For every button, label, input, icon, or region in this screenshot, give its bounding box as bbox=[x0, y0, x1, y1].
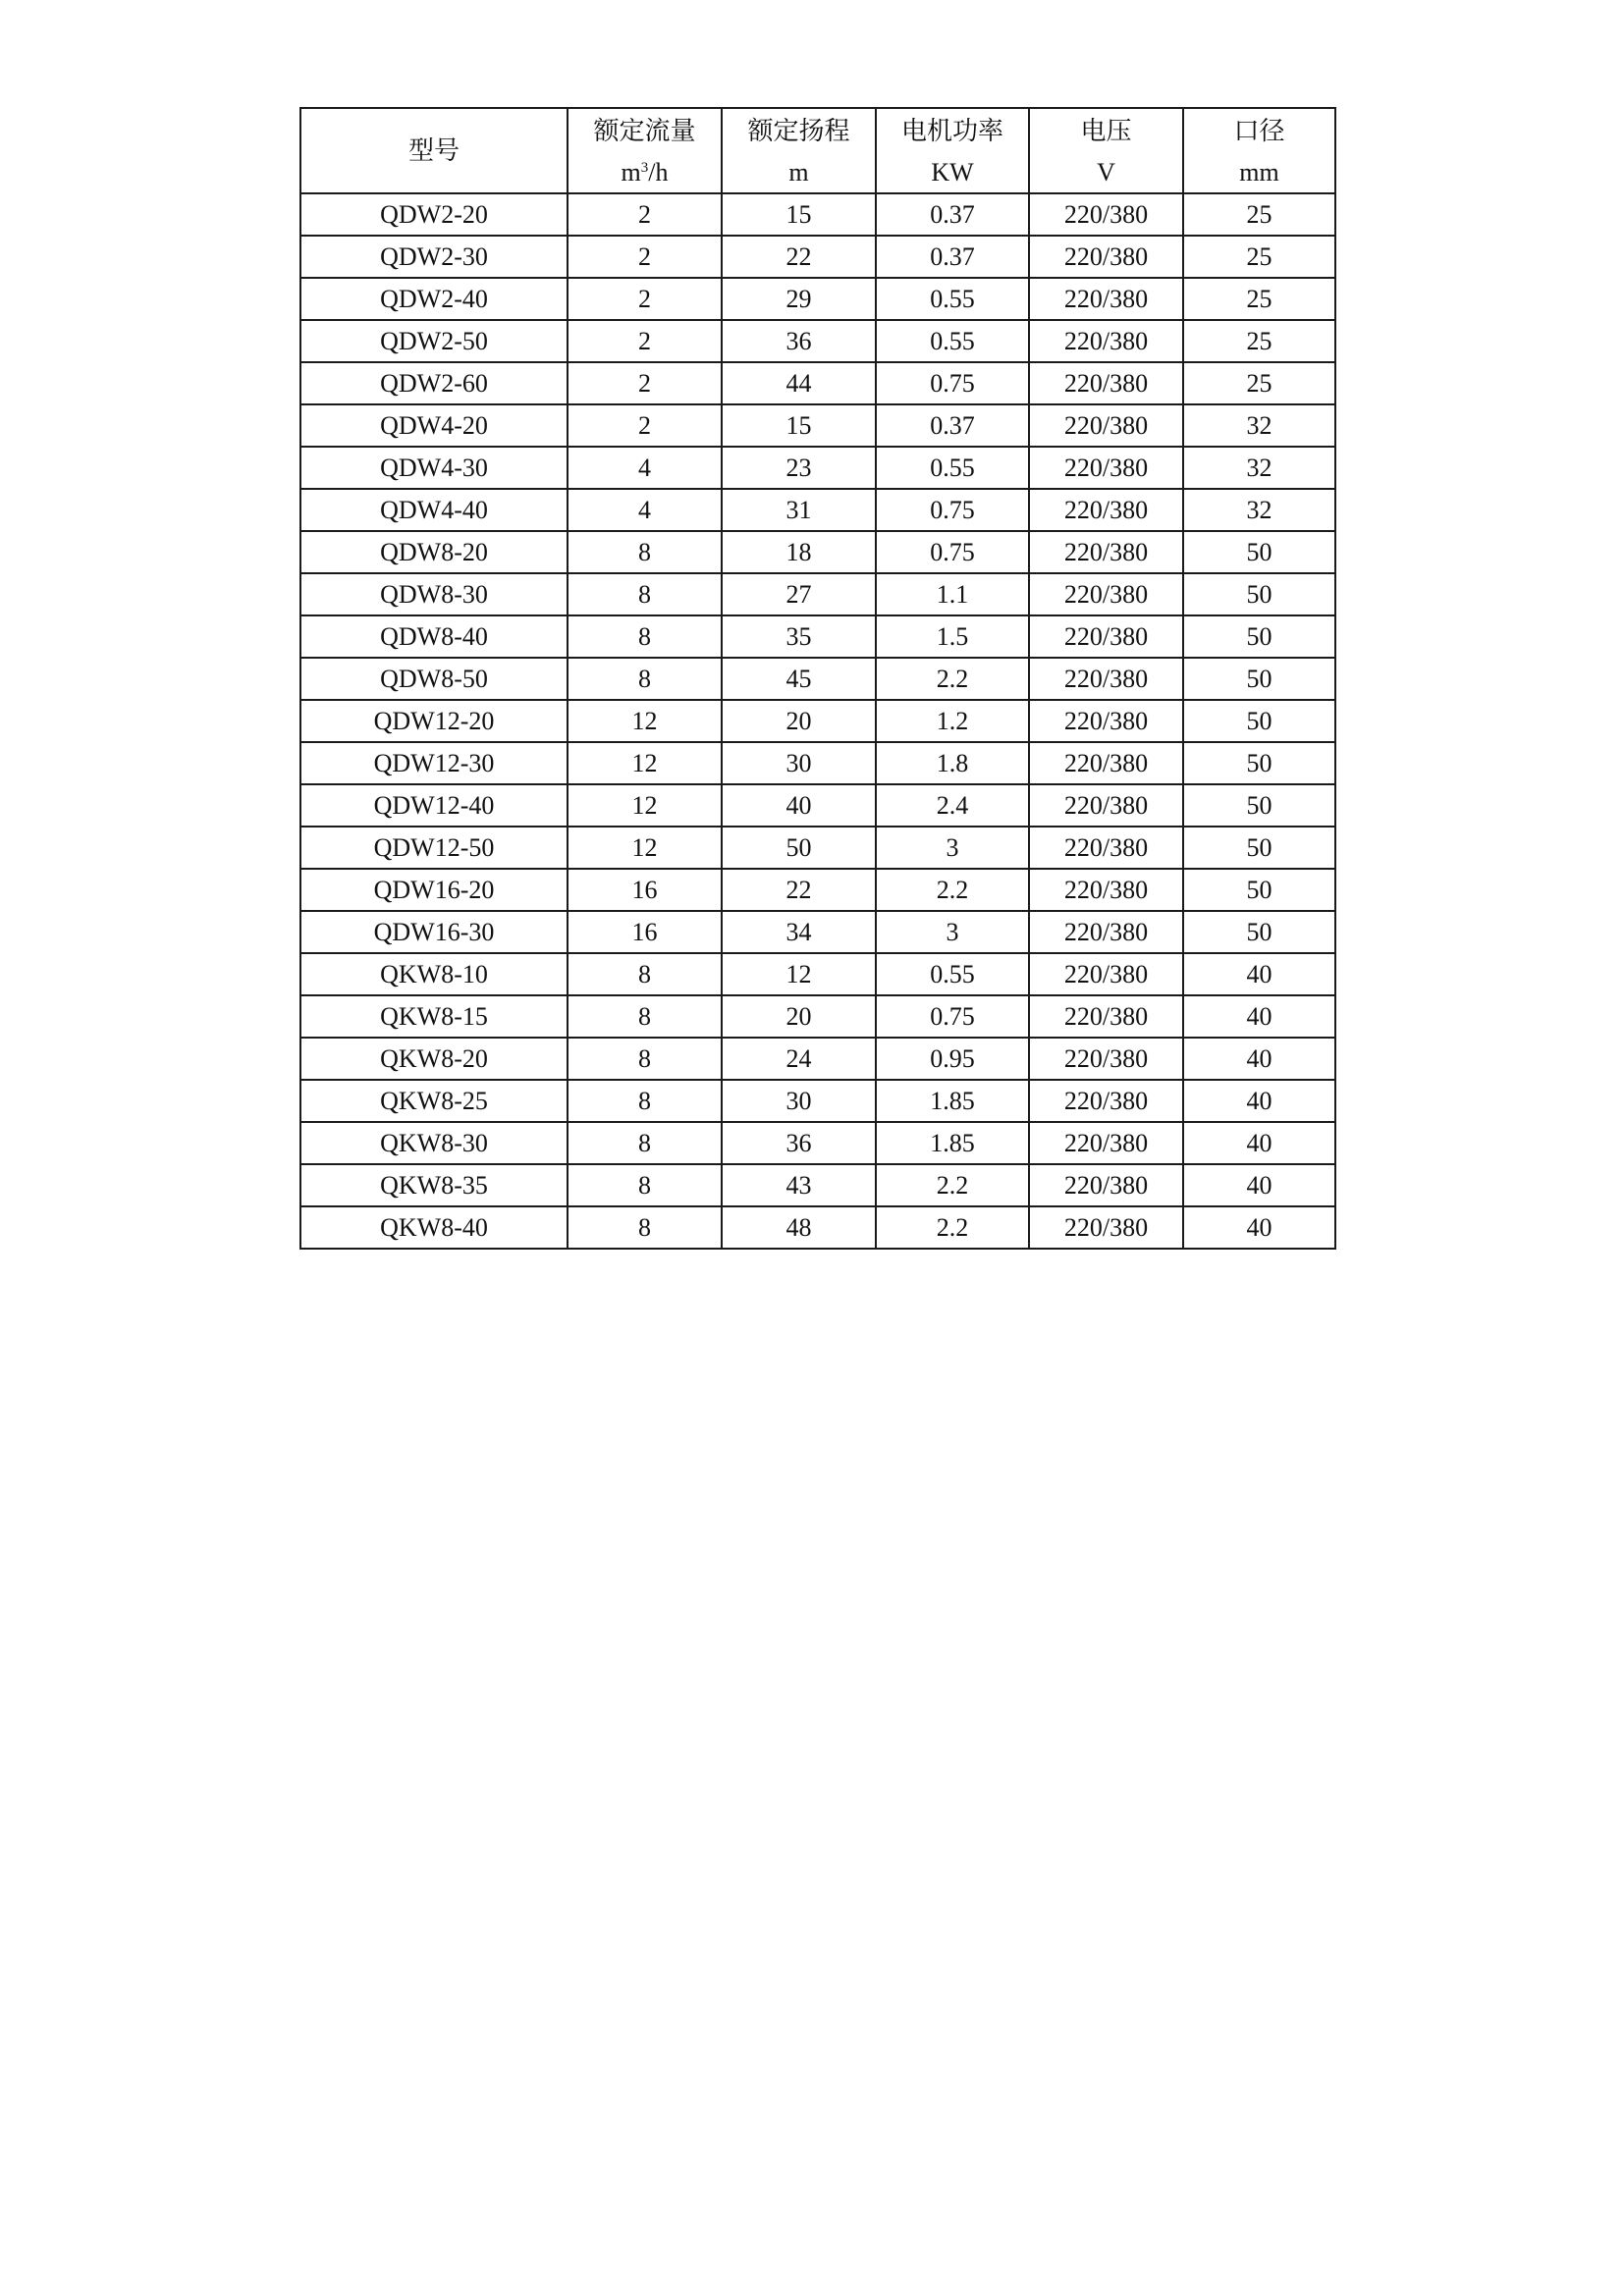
cell-diameter: 50 bbox=[1183, 869, 1335, 911]
cell-flow: 12 bbox=[568, 742, 722, 784]
cell-model: QDW12-50 bbox=[300, 827, 568, 869]
cell-head: 15 bbox=[722, 193, 876, 236]
cell-power: 3 bbox=[876, 827, 1029, 869]
cell-voltage: 220/380 bbox=[1029, 404, 1183, 447]
cell-voltage: 220/380 bbox=[1029, 869, 1183, 911]
cell-diameter: 50 bbox=[1183, 658, 1335, 700]
cell-diameter: 40 bbox=[1183, 953, 1335, 995]
cell-power: 0.95 bbox=[876, 1038, 1029, 1080]
header-flow-unit bbox=[568, 151, 721, 192]
table-row bbox=[300, 236, 1335, 278]
header-voltage-title: 电压 bbox=[1080, 116, 1132, 146]
cell-diameter: 25 bbox=[1183, 362, 1335, 404]
header-flow bbox=[568, 108, 722, 193]
cell-voltage: 220/380 bbox=[1029, 1080, 1183, 1122]
cell-diameter: 40 bbox=[1183, 1038, 1335, 1080]
cell-head: 36 bbox=[722, 320, 876, 362]
cell-voltage: 220/380 bbox=[1029, 1164, 1183, 1206]
cell-diameter: 40 bbox=[1183, 995, 1335, 1038]
cell-flow: 8 bbox=[568, 1038, 722, 1080]
header-head-title: 额定扬程 bbox=[747, 116, 850, 146]
cell-diameter: 32 bbox=[1183, 404, 1335, 447]
cell-power: 0.37 bbox=[876, 404, 1029, 447]
header-head-unit: m bbox=[788, 157, 809, 187]
cell-flow: 12 bbox=[568, 827, 722, 869]
cell-model: QDW12-40 bbox=[300, 784, 568, 827]
table-row bbox=[300, 742, 1335, 784]
cell-head: 43 bbox=[722, 1164, 876, 1206]
cell-head: 50 bbox=[722, 827, 876, 869]
cell-diameter: 25 bbox=[1183, 278, 1335, 320]
table-row bbox=[300, 615, 1335, 658]
cell-model: QKW8-20 bbox=[300, 1038, 568, 1080]
table-row bbox=[300, 700, 1335, 742]
cell-power: 1.1 bbox=[876, 573, 1029, 615]
cell-voltage: 220/380 bbox=[1029, 742, 1183, 784]
cell-power: 0.55 bbox=[876, 447, 1029, 489]
cell-flow: 2 bbox=[568, 278, 722, 320]
table-body bbox=[300, 193, 1335, 1249]
cell-head: 27 bbox=[722, 573, 876, 615]
pump-spec-table bbox=[299, 107, 1336, 1250]
cell-voltage: 220/380 bbox=[1029, 1206, 1183, 1249]
cell-head: 24 bbox=[722, 1038, 876, 1080]
cell-power: 3 bbox=[876, 911, 1029, 953]
cell-voltage: 220/380 bbox=[1029, 362, 1183, 404]
header-flow-unit-sup: 3 bbox=[640, 159, 649, 176]
table-row bbox=[300, 1080, 1335, 1122]
cell-voltage: 220/380 bbox=[1029, 1038, 1183, 1080]
cell-power: 1.85 bbox=[876, 1080, 1029, 1122]
cell-voltage: 220/380 bbox=[1029, 447, 1183, 489]
cell-head: 34 bbox=[722, 911, 876, 953]
cell-head: 31 bbox=[722, 489, 876, 531]
cell-power: 1.2 bbox=[876, 700, 1029, 742]
header-power bbox=[876, 108, 1029, 193]
cell-diameter: 32 bbox=[1183, 447, 1335, 489]
cell-model: QKW8-40 bbox=[300, 1206, 568, 1249]
cell-power: 0.75 bbox=[876, 362, 1029, 404]
cell-power: 2.4 bbox=[876, 784, 1029, 827]
header-flow-unit-rest: /h bbox=[648, 157, 669, 187]
header-row bbox=[300, 108, 1335, 193]
cell-power: 2.2 bbox=[876, 658, 1029, 700]
cell-voltage: 220/380 bbox=[1029, 1122, 1183, 1164]
table-row bbox=[300, 1122, 1335, 1164]
cell-flow: 2 bbox=[568, 404, 722, 447]
cell-head: 22 bbox=[722, 236, 876, 278]
cell-voltage: 220/380 bbox=[1029, 911, 1183, 953]
cell-flow: 2 bbox=[568, 193, 722, 236]
table-row bbox=[300, 911, 1335, 953]
cell-diameter: 50 bbox=[1183, 700, 1335, 742]
table-row bbox=[300, 869, 1335, 911]
table-row bbox=[300, 1164, 1335, 1206]
cell-model: QDW2-20 bbox=[300, 193, 568, 236]
cell-model: QDW2-30 bbox=[300, 236, 568, 278]
table-row bbox=[300, 320, 1335, 362]
cell-flow: 16 bbox=[568, 869, 722, 911]
cell-diameter: 25 bbox=[1183, 320, 1335, 362]
cell-model: QDW2-50 bbox=[300, 320, 568, 362]
table-row bbox=[300, 1038, 1335, 1080]
cell-voltage: 220/380 bbox=[1029, 236, 1183, 278]
cell-power: 0.55 bbox=[876, 278, 1029, 320]
cell-head: 48 bbox=[722, 1206, 876, 1249]
cell-voltage: 220/380 bbox=[1029, 700, 1183, 742]
table-row bbox=[300, 827, 1335, 869]
cell-model: QDW4-20 bbox=[300, 404, 568, 447]
cell-model: QKW8-10 bbox=[300, 953, 568, 995]
cell-diameter: 50 bbox=[1183, 784, 1335, 827]
cell-head: 22 bbox=[722, 869, 876, 911]
cell-head: 30 bbox=[722, 1080, 876, 1122]
cell-flow: 2 bbox=[568, 320, 722, 362]
table-row bbox=[300, 489, 1335, 531]
cell-flow: 8 bbox=[568, 953, 722, 995]
table-row bbox=[300, 573, 1335, 615]
cell-diameter: 50 bbox=[1183, 531, 1335, 573]
cell-head: 12 bbox=[722, 953, 876, 995]
table-row bbox=[300, 362, 1335, 404]
cell-diameter: 50 bbox=[1183, 573, 1335, 615]
cell-voltage: 220/380 bbox=[1029, 573, 1183, 615]
cell-head: 20 bbox=[722, 995, 876, 1038]
cell-diameter: 25 bbox=[1183, 193, 1335, 236]
table-row bbox=[300, 995, 1335, 1038]
cell-power: 2.2 bbox=[876, 1206, 1029, 1249]
cell-head: 20 bbox=[722, 700, 876, 742]
cell-head: 45 bbox=[722, 658, 876, 700]
cell-power: 2.2 bbox=[876, 1164, 1029, 1206]
cell-voltage: 220/380 bbox=[1029, 193, 1183, 236]
cell-model: QDW2-40 bbox=[300, 278, 568, 320]
cell-power: 0.37 bbox=[876, 193, 1029, 236]
header-model-title: 型号 bbox=[407, 135, 460, 166]
cell-voltage: 220/380 bbox=[1029, 615, 1183, 658]
cell-voltage: 220/380 bbox=[1029, 658, 1183, 700]
cell-voltage: 220/380 bbox=[1029, 953, 1183, 995]
header-model bbox=[300, 108, 568, 193]
header-voltage-unit: V bbox=[1097, 157, 1115, 187]
cell-flow: 12 bbox=[568, 784, 722, 827]
header-diameter-unit: mm bbox=[1239, 157, 1279, 187]
cell-model: QDW16-20 bbox=[300, 869, 568, 911]
cell-diameter: 50 bbox=[1183, 827, 1335, 869]
cell-power: 0.75 bbox=[876, 489, 1029, 531]
cell-model: QDW2-60 bbox=[300, 362, 568, 404]
cell-voltage: 220/380 bbox=[1029, 531, 1183, 573]
cell-model: QDW4-40 bbox=[300, 489, 568, 531]
cell-diameter: 40 bbox=[1183, 1164, 1335, 1206]
table-row bbox=[300, 278, 1335, 320]
header-diameter-title: 口径 bbox=[1233, 116, 1285, 146]
cell-head: 23 bbox=[722, 447, 876, 489]
cell-flow: 2 bbox=[568, 236, 722, 278]
header-flow-unit-base: m bbox=[621, 157, 641, 187]
cell-model: QKW8-30 bbox=[300, 1122, 568, 1164]
cell-flow: 8 bbox=[568, 995, 722, 1038]
cell-flow: 8 bbox=[568, 1164, 722, 1206]
cell-model: QDW4-30 bbox=[300, 447, 568, 489]
header-head bbox=[722, 108, 876, 193]
cell-diameter: 50 bbox=[1183, 742, 1335, 784]
cell-flow: 8 bbox=[568, 1080, 722, 1122]
cell-head: 36 bbox=[722, 1122, 876, 1164]
cell-flow: 8 bbox=[568, 573, 722, 615]
cell-flow: 8 bbox=[568, 1122, 722, 1164]
cell-power: 1.8 bbox=[876, 742, 1029, 784]
cell-model: QDW8-30 bbox=[300, 573, 568, 615]
cell-diameter: 40 bbox=[1183, 1122, 1335, 1164]
cell-head: 44 bbox=[722, 362, 876, 404]
cell-flow: 8 bbox=[568, 658, 722, 700]
header-power-title: 电机功率 bbox=[900, 116, 1003, 146]
cell-power: 0.37 bbox=[876, 236, 1029, 278]
header-power-unit: KW bbox=[931, 157, 974, 187]
table-row bbox=[300, 784, 1335, 827]
cell-diameter: 40 bbox=[1183, 1080, 1335, 1122]
table-row bbox=[300, 447, 1335, 489]
cell-power: 1.5 bbox=[876, 615, 1029, 658]
cell-flow: 16 bbox=[568, 911, 722, 953]
cell-voltage: 220/380 bbox=[1029, 278, 1183, 320]
header-flow-title: 额定流量 bbox=[593, 116, 696, 146]
cell-voltage: 220/380 bbox=[1029, 489, 1183, 531]
cell-voltage: 220/380 bbox=[1029, 320, 1183, 362]
cell-diameter: 50 bbox=[1183, 911, 1335, 953]
table-row bbox=[300, 531, 1335, 573]
header-voltage bbox=[1029, 108, 1183, 193]
table-row bbox=[300, 953, 1335, 995]
cell-model: QDW8-20 bbox=[300, 531, 568, 573]
cell-head: 15 bbox=[722, 404, 876, 447]
cell-head: 30 bbox=[722, 742, 876, 784]
header-diameter bbox=[1183, 108, 1335, 193]
cell-head: 18 bbox=[722, 531, 876, 573]
cell-model: QKW8-35 bbox=[300, 1164, 568, 1206]
cell-diameter: 50 bbox=[1183, 615, 1335, 658]
cell-head: 35 bbox=[722, 615, 876, 658]
cell-model: QDW12-30 bbox=[300, 742, 568, 784]
cell-voltage: 220/380 bbox=[1029, 784, 1183, 827]
cell-flow: 8 bbox=[568, 615, 722, 658]
cell-power: 0.55 bbox=[876, 953, 1029, 995]
cell-flow: 4 bbox=[568, 489, 722, 531]
cell-model: QKW8-25 bbox=[300, 1080, 568, 1122]
cell-model: QDW8-40 bbox=[300, 615, 568, 658]
cell-flow: 8 bbox=[568, 1206, 722, 1249]
cell-power: 2.2 bbox=[876, 869, 1029, 911]
table-header bbox=[300, 108, 1335, 193]
cell-voltage: 220/380 bbox=[1029, 827, 1183, 869]
table-row bbox=[300, 193, 1335, 236]
cell-head: 40 bbox=[722, 784, 876, 827]
cell-power: 0.75 bbox=[876, 995, 1029, 1038]
cell-flow: 8 bbox=[568, 531, 722, 573]
cell-flow: 4 bbox=[568, 447, 722, 489]
cell-model: QDW8-50 bbox=[300, 658, 568, 700]
table-row bbox=[300, 404, 1335, 447]
cell-flow: 12 bbox=[568, 700, 722, 742]
cell-diameter: 40 bbox=[1183, 1206, 1335, 1249]
cell-voltage: 220/380 bbox=[1029, 995, 1183, 1038]
cell-model: QKW8-15 bbox=[300, 995, 568, 1038]
cell-flow: 2 bbox=[568, 362, 722, 404]
cell-power: 0.55 bbox=[876, 320, 1029, 362]
cell-diameter: 32 bbox=[1183, 489, 1335, 531]
table-row bbox=[300, 1206, 1335, 1249]
cell-model: QDW12-20 bbox=[300, 700, 568, 742]
table-row bbox=[300, 658, 1335, 700]
cell-model: QDW16-30 bbox=[300, 911, 568, 953]
cell-power: 0.75 bbox=[876, 531, 1029, 573]
cell-power: 1.85 bbox=[876, 1122, 1029, 1164]
cell-head: 29 bbox=[722, 278, 876, 320]
cell-diameter: 25 bbox=[1183, 236, 1335, 278]
